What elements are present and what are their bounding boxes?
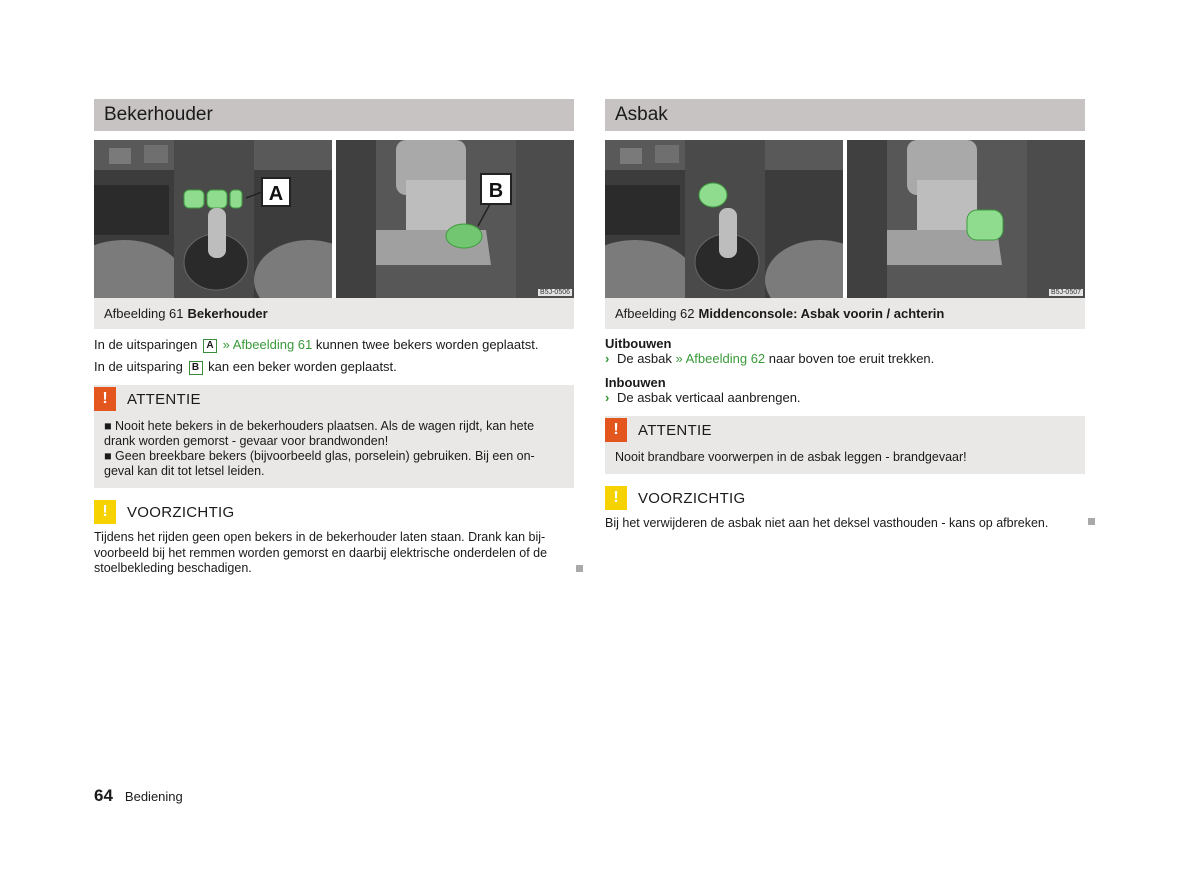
figure-code: B5J-0507 [1051,289,1081,296]
chapter-title: Bediening [124,789,183,804]
subheading-inbouwen: Inbouwen [605,375,666,390]
subheading-uitbouwen: Uitbouwen [605,336,672,351]
figure-bekerhouder [94,140,574,298]
caption-label: Afbeelding 61 [104,306,184,321]
warning-item: ■ Nooit hete bekers in de bekerhouders plaatsen. Als de wagen rijdt, kan hete drank worden gemorst - gevaar voor brandwonden! [104,419,535,448]
key-b: B [189,361,203,375]
section-bekerhouder [94,99,574,577]
paragraph-cupholder-b [94,359,574,375]
text: De asbak [616,351,672,366]
key-a: A [203,339,217,353]
caution-icon: ! [605,486,627,510]
photo-cupholder-rear [336,140,574,298]
caution-header [94,498,574,526]
figure-code: B5J-0506 [540,289,570,296]
caution-header [605,484,1085,512]
caution-title: VOORZICHTIG [127,503,235,521]
caption-title: Middenconsole: Asbak voorin / achterin [698,306,945,321]
section-end-square-icon [1088,518,1095,525]
warning-icon: ! [94,387,116,411]
caution-text: Bij het verwijderen de asbak niet aan het deksel vasthouden - kans op afbreken. [605,516,1049,530]
warning-title: ATTENTIE [127,390,201,408]
warning-item: ■ Geen breekbare bekers (bijvoorbeeld glas, porselein) gebruiken. Bij een on-geval kan dit tot letsel leiden. [104,449,535,478]
section-title: Bekerhouder [94,99,574,131]
section-end-square-icon [576,565,583,572]
caption-title: Bekerhouder [187,306,268,321]
figure-link[interactable]: » Afbeelding 61 [222,337,313,352]
warning-icon: ! [605,418,627,442]
caution-title: VOORZICHTIG [638,489,746,507]
warning-box [94,385,574,488]
photo-ashtray-rear [847,140,1085,298]
page-footer [94,786,183,806]
warning-text [94,413,574,488]
warning-header [605,416,1085,444]
label-b: B [488,180,504,202]
text: kunnen twee bekers worden geplaatst. [315,337,539,352]
photo-ashtray-front [605,140,843,298]
figure-link[interactable]: » Afbeelding 62 [675,351,766,366]
arrow-icon: › [605,351,610,366]
text: naar boven toe eruit trekken. [768,351,935,366]
section-title: Asbak [605,99,1085,131]
arrow-icon: › [605,390,610,405]
warning-header [94,385,574,413]
figure-caption [94,298,574,329]
warning-box [605,416,1085,474]
section-asbak [605,99,1085,532]
figure-caption [605,298,1085,329]
caption-label: Afbeelding 62 [615,306,695,321]
page-number: 64 [94,786,113,805]
caution-icon: ! [94,500,116,524]
photo-cupholder-front [94,140,332,298]
text: De asbak verticaal aanbrengen. [616,390,801,405]
caution-text [94,530,574,577]
warning-text: Nooit brandbare voorwerpen in de asbak leggen - brandgevaar! [615,450,967,464]
text: kan een beker worden geplaatst. [208,359,397,374]
warning-title: ATTENTIE [638,421,712,439]
text: In de uitsparing [94,359,183,374]
step-install [605,390,1085,406]
figure-asbak [605,140,1085,298]
label-a: A [268,183,284,205]
paragraph-cupholder-a [94,337,574,353]
text: In de uitsparingen [94,337,198,352]
caution-text-content: Tijdens het rijden geen open bekers in de bekerhouder laten staan. Drank kan bij-voorbeeld bij het remmen worden gemorst en daarbij elektrische onderdelen of de stoelbekleding beschadigen. [94,530,548,575]
step-remove [605,351,1085,367]
